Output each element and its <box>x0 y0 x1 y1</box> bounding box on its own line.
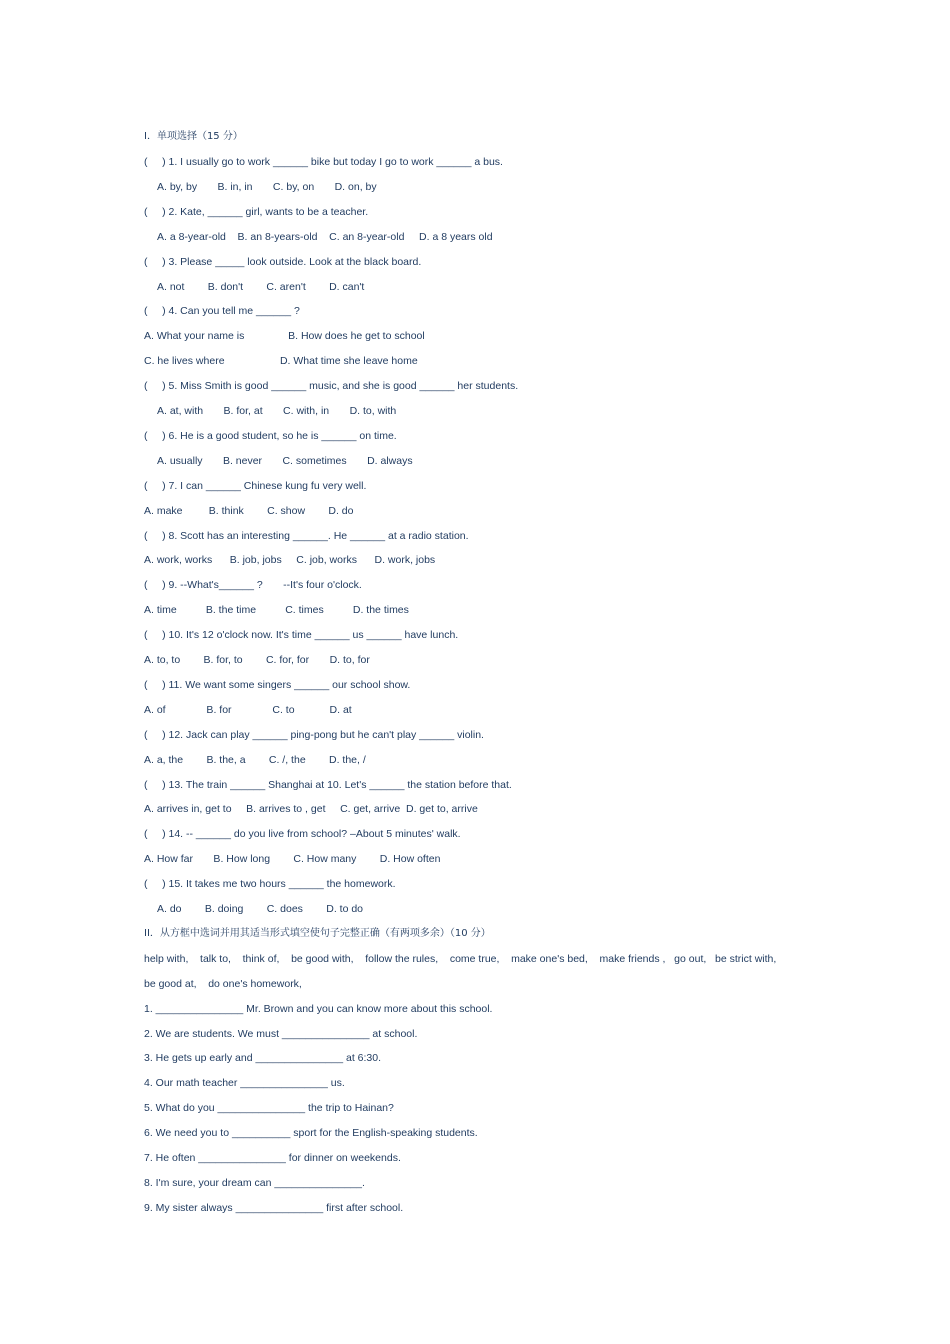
question-stem: ( ) 15. It takes me two hours ______ the homework. <box>144 878 396 891</box>
answer-options: A. of B. for C. to D. at <box>144 703 352 716</box>
fill-in-sentence: 6. We need you to __________ sport for the English-speaking students. <box>144 1127 478 1140</box>
word-bank-line-2: be good at, do one's homework, <box>144 977 302 990</box>
fill-in-sentence: 8. I'm sure, your dream can _______________. <box>144 1176 365 1189</box>
answer-options: A. time B. the time C. times D. the times <box>144 604 409 617</box>
question-stem: ( ) 14. -- ______ do you live from school? –About 5 minutes' walk. <box>144 828 461 841</box>
question-stem: ( ) 11. We want some singers ______ our school show. <box>144 678 411 691</box>
answer-options: A. by, by B. in, in C. by, on D. on, by <box>157 180 377 193</box>
section-1-title: I．单项选择（15 分） <box>144 131 243 142</box>
question-stem: ( ) 5. Miss Smith is good ______ music, and she is good ______ her students. <box>144 380 519 393</box>
question-stem: ( ) 3. Please _____ look outside. Look at the black board. <box>144 255 422 268</box>
answer-options: C. he lives where D. What time she leave home <box>144 355 418 368</box>
section-2-title: II．从方框中选词并用其适当形式填空使句子完整正确（有两项多余）（10 分） <box>144 927 491 939</box>
answer-options: A. How far B. How long C. How many D. How often <box>144 853 441 866</box>
fill-in-sentence: 4. Our math teacher _______________ us. <box>144 1077 345 1090</box>
question-stem: ( ) 13. The train ______ Shanghai at 10. Let's ______ the station before that. <box>144 778 512 791</box>
question-stem: ( ) 7. I can ______ Chinese kung fu very well. <box>144 479 367 492</box>
answer-options: A. do B. doing C. does D. to do <box>157 903 364 915</box>
answer-options: A. usually B. never C. sometimes D. always <box>157 454 413 467</box>
answer-options: A. at, with B. for, at C. with, in D. to, with <box>157 405 397 417</box>
question-stem: ( ) 10. It's 12 o'clock now. It's time ______ us ______ have lunch. <box>144 629 459 642</box>
word-bank-line-1: help with, talk to, think of, be good with, follow the rules, come true, make one's bed, make friends , go out, be strict with, <box>144 952 777 965</box>
answer-options: A. a, the B. the, a C. /, the D. the, / <box>144 753 366 766</box>
question-stem: ( ) 4. Can you tell me ______ ? <box>144 305 300 318</box>
answer-options: A. work, works B. job, jobs C. job, works D. work, jobs <box>144 554 436 567</box>
fill-in-sentence: 9. My sister always _______________ first after school. <box>144 1201 404 1214</box>
fill-in-sentence: 7. He often _______________ for dinner on weekends. <box>144 1152 401 1164</box>
fill-in-sentence: 1. _______________ Mr. Brown and you can know more about this school. <box>144 1002 493 1015</box>
question-stem: ( ) 6. He is a good student, so he is ______ on time. <box>144 429 397 442</box>
fill-in-sentence: 2. We are students. We must _______________ at school. <box>144 1027 418 1040</box>
question-stem: ( ) 12. Jack can play ______ ping-pong but he can't play ______ violin. <box>144 728 484 741</box>
answer-options: A. arrives in, get to B. arrives to , get C. get, arrive D. get to, arrive <box>144 803 478 816</box>
fill-in-sentence: 5. What do you _______________ the trip to Hainan? <box>144 1102 394 1115</box>
question-stem: ( ) 2. Kate, ______ girl, wants to be a teacher. <box>144 205 369 218</box>
question-stem: ( ) 8. Scott has an interesting ______. He ______ at a radio station. <box>144 529 469 542</box>
answer-options: A. to, to B. for, to C. for, for D. to, for <box>144 654 370 666</box>
fill-in-sentence: 3. He gets up early and _______________ at 6:30. <box>144 1052 382 1065</box>
question-stem: ( ) 9. --What's______ ? --It's four o'clock. <box>144 579 362 592</box>
answer-options: A. What your name is B. How does he get to school <box>144 330 425 343</box>
answer-options: A. not B. don't C. aren't D. can't <box>157 280 365 293</box>
answer-options: A. a 8-year-old B. an 8-years-old C. an 8-year-old D. a 8 years old <box>157 230 493 243</box>
answer-options: A. make B. think C. show D. do <box>144 504 354 517</box>
question-stem: ( ) 1. I usually go to work ______ bike but today I go to work ______ a bus. <box>144 156 503 168</box>
